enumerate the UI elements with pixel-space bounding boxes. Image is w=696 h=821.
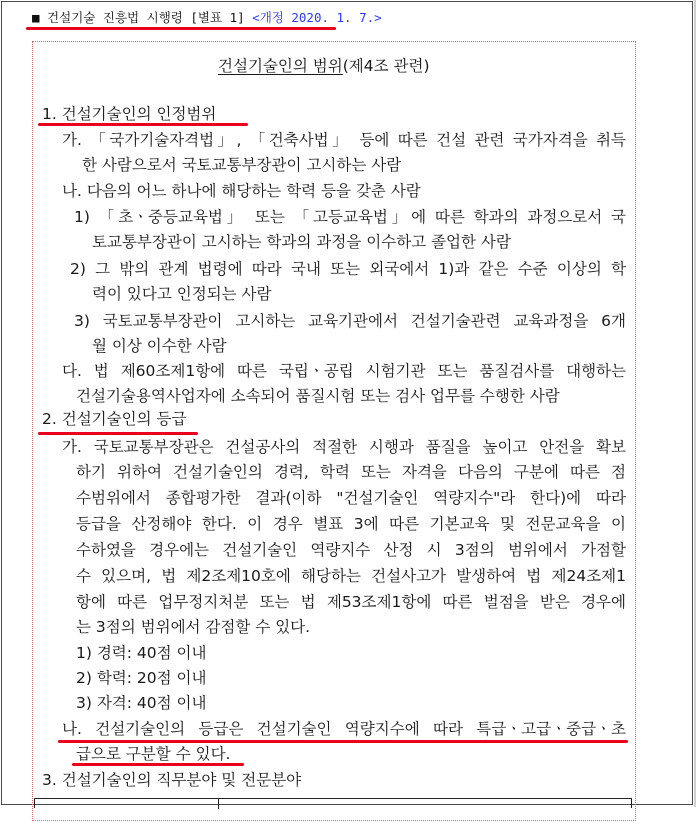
s2-ga-line7: 항에 따른 업무정지처분 또는 법 제53조제1항에 따른 벌점을 받은 경우에 <box>76 593 626 611</box>
s1-na-item1-line1: 1) 「초ㆍ중등교육법」 또는 「고등교육법」에 따른 학과의 과정으로서 국 <box>74 208 626 226</box>
s2-ga-line2: 하기 위하여 건설기술인의 경력, 학력 또는 자격을 다음의 구분에 따른 점 <box>76 463 626 481</box>
table-column-divider <box>218 799 219 809</box>
s1-na-line: 나. 다음의 어느 하나에 해당하는 학력 등을 갖춘 사람 <box>62 182 421 200</box>
s2-ga-line1: 가. 국토교통부장관은 건설공사의 적절한 시행과 품질을 높이고 안전을 확보 <box>62 438 626 456</box>
s2-ga-item-career: 1) 경력: 40점 이내 <box>76 644 207 662</box>
s2-na-line2: 급으로 구분할 수 있다. <box>76 745 231 763</box>
s2-ga-item-qualification: 3) 자격: 40점 이내 <box>76 694 207 712</box>
s2-ga-line3: 수범위에서 종합평가한 결과(이하 "건설기술인 역량지수"라 한다)에 따라 <box>76 489 626 507</box>
section-2-highlight <box>38 432 198 435</box>
annex-title <box>218 56 430 76</box>
section-3-heading: 3. 건설기술인의 직무분야 및 전문분야 <box>42 771 302 789</box>
s1-na-item3-line1: 3) 국토교통부장관이 고시하는 교육기관에서 건설기술관련 교육과정을 6개 <box>74 312 626 330</box>
s1-da-line2: 건설기술용역사업자에 소속되어 품질시험 또는 검사 업무를 수행한 사람 <box>76 387 560 405</box>
s2-ga-item-education: 2) 학력: 20점 이내 <box>76 669 207 687</box>
s2-na-highlight-1 <box>58 740 628 743</box>
s1-na-item1-line2: 토교통부장관이 고시하는 학과의 과정을 이수하고 졸업한 사람 <box>92 233 511 251</box>
annex-title-main: 건설기술인의 범위 <box>218 57 343 75</box>
s2-ga-line5: 수하였을 경우에는 건설기술인 역량지수 산정 시 3점의 범위에서 가점할 <box>76 541 626 559</box>
s1-ga-line1: 가. 「국가기술자격법」, 「건축사법」 등에 따른 건설 관련 국가자격을 취득 <box>62 131 626 149</box>
s2-na-highlight-2 <box>72 763 244 766</box>
revision-date: <개정 2020. 1. 7.> <box>252 10 382 25</box>
s1-na-item2-line2: 력이 있다고 인정되는 사람 <box>92 285 272 303</box>
section-2-heading: 2. 건설기술인의 등급 <box>42 410 187 428</box>
s1-ga-line2: 한 사람으로서 국토교통부장관이 고시하는 사람 <box>82 156 402 174</box>
s1-da-line1: 다. 법 제60조제1항에 따른 국립ㆍ공립 시험기관 또는 품질검사를 대행하는 <box>62 362 626 380</box>
annex-title-suffix: (제4조 관련) <box>342 57 430 75</box>
s1-na-item2-line1: 2) 그 밖의 관계 법령에 따라 국내 또는 외국에서 1)과 같은 수준 이상의 학 <box>70 260 626 278</box>
document-header <box>32 8 382 26</box>
s1-na-item3-line2: 월 이상 이수한 사람 <box>92 337 227 355</box>
s2-na-line1: 나. 건설기술인의 등급은 건설기술인 역량지수에 따라 특급ㆍ고급ㆍ중급ㆍ초 <box>62 720 626 738</box>
section-1-highlight <box>38 123 248 126</box>
s2-ga-line4: 등급을 산정해야 한다. 이 경우 별표 3에 따른 기본교육 및 전문교육을 이 <box>76 515 626 533</box>
header-prefix: ■ 건설기술 진흥법 시행령 [별표 1] <box>32 10 245 25</box>
s2-ga-line6: 수 있으며, 법 제2조제10호에 해당하는 건설사고가 발생하여 법 제24조제1 <box>76 567 626 585</box>
header-highlight-underline <box>26 27 336 30</box>
section-1-heading: 1. 건설기술인의 인정범위 <box>42 105 217 123</box>
s2-ga-line8: 는 3점의 범위에서 감점할 수 있다. <box>76 618 311 636</box>
